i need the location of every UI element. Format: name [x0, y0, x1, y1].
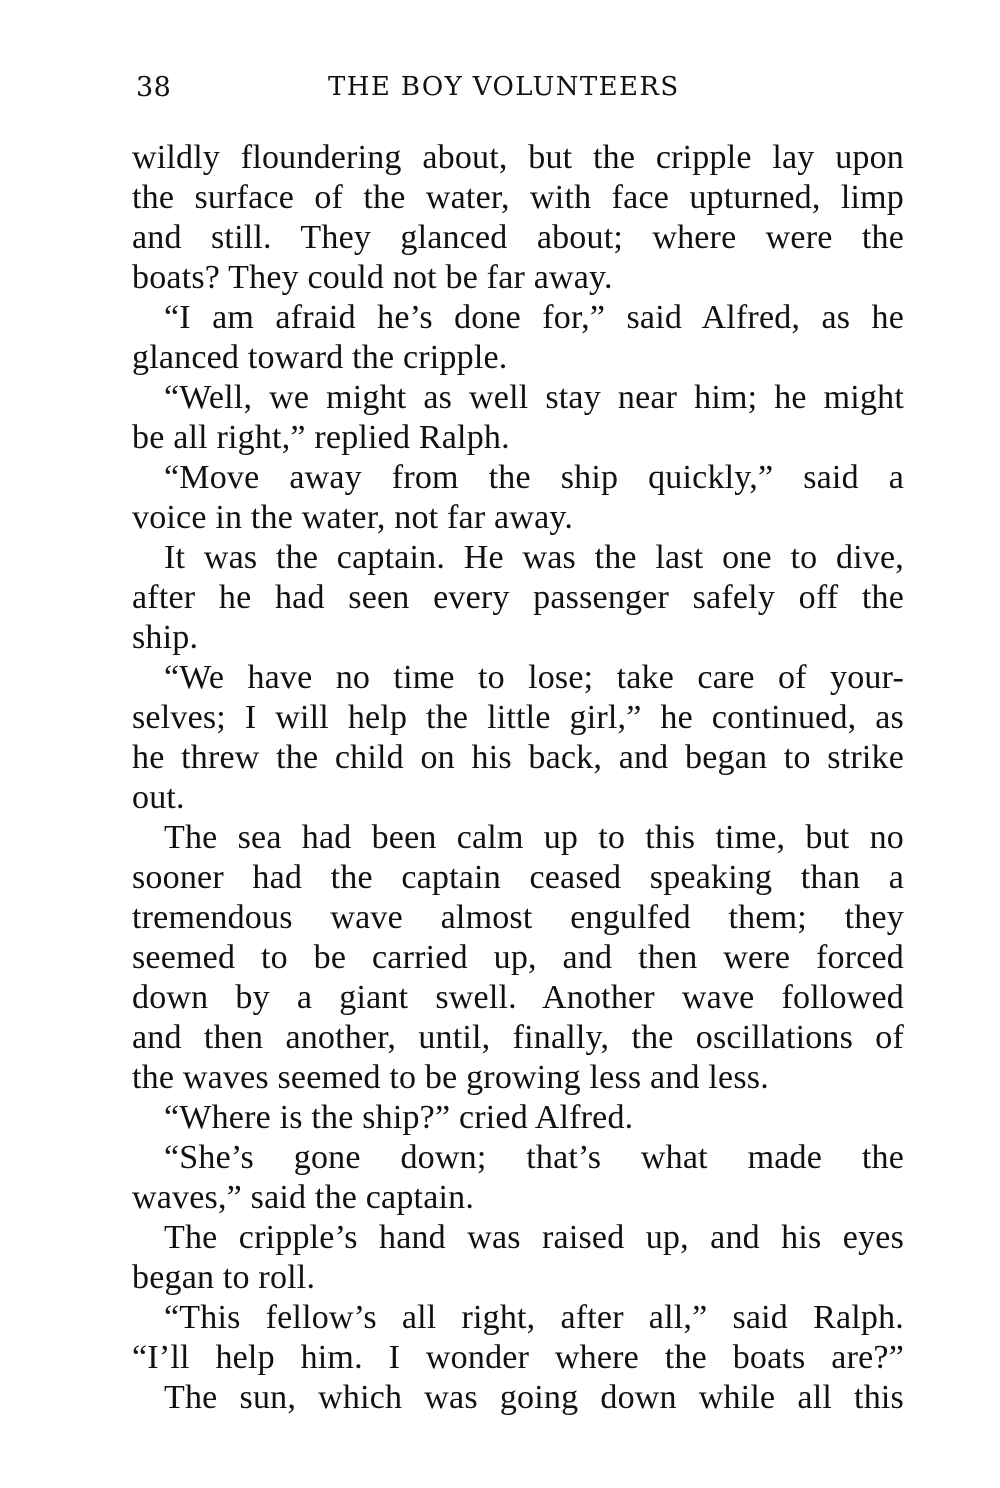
- text-line: “I am afraid he’s done for,” said Alfred, as he: [164, 299, 904, 336]
- text-line: “This fellow’s all right, after all,” said Ralph.: [164, 1299, 904, 1336]
- text-line: “We have no time to lose; take care of your-: [164, 659, 904, 696]
- text-line: The cripple’s hand was raised up, and his eyes: [164, 1219, 904, 1256]
- text-line: glanced toward the cripple.: [132, 339, 508, 376]
- text-line: the surface of the water, with face upturned, limp: [132, 179, 904, 216]
- text-line: “She’s gone down; that’s what made the: [164, 1139, 904, 1176]
- text-line: down by a giant swell. Another wave followed: [132, 979, 904, 1016]
- text-line: tremendous wave almost engulfed them; they: [132, 899, 904, 936]
- text-line: he threw the child on his back, and began to strike: [132, 739, 904, 776]
- text-line: began to roll.: [132, 1259, 316, 1296]
- text-line: “I’ll help him. I wonder where the boats are?”: [132, 1339, 904, 1376]
- text-line: after he had seen every passenger safely off the: [132, 579, 904, 616]
- body-text: [132, 138, 904, 1418]
- text-line: the waves seemed to be growing less and less.: [132, 1059, 769, 1096]
- text-line: and then another, until, finally, the oscillations of: [132, 1019, 904, 1056]
- text-line: “Where is the ship?” cried Alfred.: [164, 1099, 634, 1136]
- running-head: THE BOY VOLUNTEERS: [328, 72, 680, 102]
- text-line: voice in the water, not far away.: [132, 499, 574, 536]
- text-line: waves,” said the captain.: [132, 1179, 475, 1216]
- text-line: and still. They glanced about; where were the: [132, 219, 904, 256]
- text-line: It was the captain. He was the last one to dive,: [164, 539, 904, 576]
- text-line: boats? They could not be far away.: [132, 259, 613, 296]
- text-line: “Well, we might as well stay near him; he might: [164, 379, 904, 416]
- text-line: selves; I will help the little girl,” he continued, as: [132, 699, 904, 736]
- page-header: [136, 72, 906, 112]
- text-line: be all right,” replied Ralph.: [132, 419, 510, 456]
- text-line: sooner had the captain ceased speaking than a: [132, 859, 904, 896]
- text-line: “Move away from the ship quickly,” said a: [164, 459, 904, 496]
- text-line: wildly floundering about, but the cripple lay upon: [132, 139, 904, 176]
- text-line: out.: [132, 779, 185, 816]
- text-line: The sea had been calm up to this time, but no: [164, 819, 904, 856]
- text-line: seemed to be carried up, and then were forced: [132, 939, 904, 976]
- page-number: 38: [136, 72, 172, 103]
- text-line: ship.: [132, 619, 199, 656]
- text-line: The sun, which was going down while all this: [164, 1379, 904, 1416]
